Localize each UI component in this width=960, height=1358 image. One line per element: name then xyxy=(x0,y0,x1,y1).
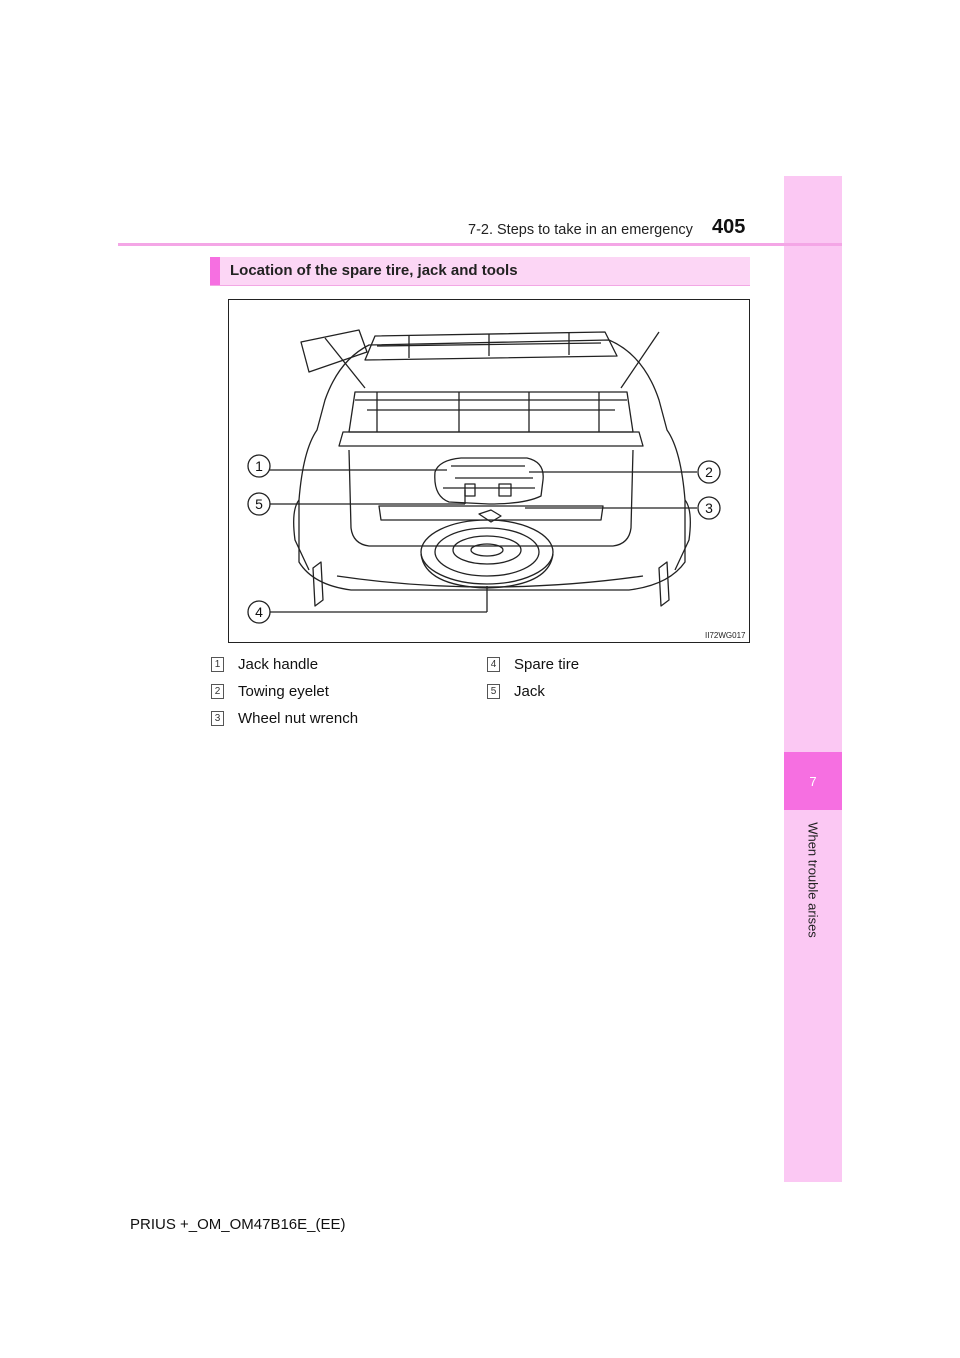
trunk-drawing xyxy=(229,300,751,644)
right-strut xyxy=(621,332,659,388)
legend-label: Jack xyxy=(514,683,545,700)
callout-4: 4 xyxy=(255,604,263,620)
left-strut xyxy=(325,338,365,388)
legend-number: 5 xyxy=(487,684,500,699)
legend-item-jack xyxy=(487,683,545,700)
legend-number: 1 xyxy=(211,657,224,672)
left-lid-panel xyxy=(301,330,367,372)
legend-label: Wheel nut wrench xyxy=(238,710,359,727)
page-number: 405 xyxy=(712,216,746,238)
trunk-illustration xyxy=(228,299,750,643)
legend-number: 2 xyxy=(211,684,224,699)
chapter-number-badge: 7 xyxy=(784,752,842,810)
legend-item-jack-handle xyxy=(211,656,318,673)
chapter-side-tab xyxy=(784,176,842,1182)
tool-tray xyxy=(435,458,543,504)
legend-number: 4 xyxy=(487,657,500,672)
spare-tire-outer xyxy=(421,520,553,584)
callout-5: 5 xyxy=(255,496,263,512)
legend-label: Jack handle xyxy=(238,656,319,673)
legend-item-towing-eyelet xyxy=(211,683,329,700)
footer-doc-id: PRIUS +_OM_OM47B16E_(EE) xyxy=(130,1216,346,1233)
section-title: Location of the spare tire, jack and tools xyxy=(230,262,518,279)
callout-1: 1 xyxy=(255,458,263,474)
legend-label: Towing eyelet xyxy=(238,683,329,700)
section-heading xyxy=(210,257,750,286)
header-rule xyxy=(118,243,842,246)
left-quarter-panel xyxy=(294,500,309,570)
left-tail-light xyxy=(313,562,323,606)
legend-label: Spare tire xyxy=(514,656,580,673)
callout-2: 2 xyxy=(705,464,713,480)
chapter-title: When trouble arises xyxy=(805,822,821,938)
figure-code: II72WG017 xyxy=(705,631,746,640)
storage-tray xyxy=(349,392,633,432)
callout-3: 3 xyxy=(705,500,713,516)
legend-number: 3 xyxy=(211,711,224,726)
legend-item-spare-tire xyxy=(487,656,579,673)
legend-item-wheel-nut-wrench xyxy=(211,710,358,727)
right-quarter-panel xyxy=(675,500,690,570)
header-section-title: 7-2. Steps to take in an emergency xyxy=(468,222,693,238)
right-tail-light xyxy=(659,562,669,606)
bumper-line xyxy=(337,576,643,587)
trunk-well xyxy=(349,450,633,546)
section-heading-bar xyxy=(210,257,220,285)
